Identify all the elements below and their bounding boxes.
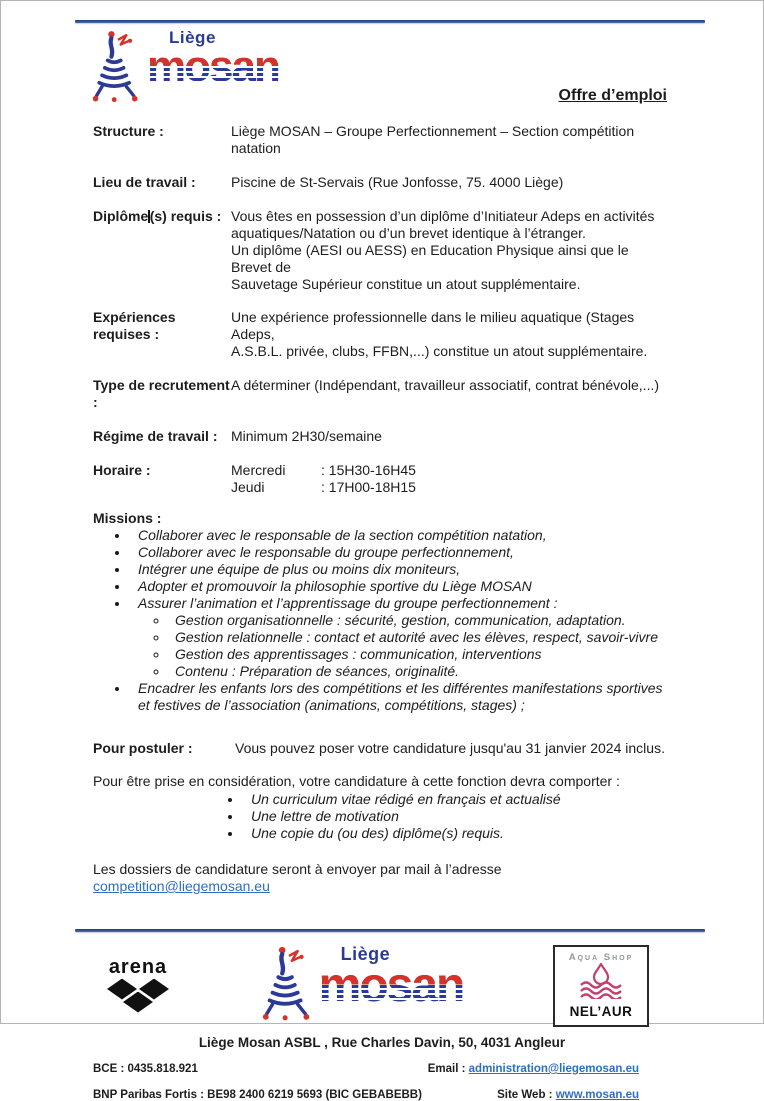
schedule-day: Mercredi: [231, 462, 286, 478]
liege-mosan-logo-footer: [259, 944, 464, 1027]
logo-name-label: mosan: [147, 42, 279, 91]
schedule-row: [231, 462, 671, 479]
field-type-recrutement: [93, 377, 671, 411]
requirement-item: • Une lettre de motivation: [243, 808, 671, 825]
field-label: Régime de travail :: [93, 428, 218, 444]
admin-email-link[interactable]: administration@liegemosan.eu: [468, 1063, 639, 1075]
document-header: [89, 28, 667, 109]
field-label: Diplôme (s) requis :: [93, 208, 222, 224]
arena-logo: [107, 957, 169, 1015]
field-value: Liège MOSAN – Groupe Perfectionnement – Section compétition natation: [231, 123, 635, 156]
missions-title: Missions :: [93, 510, 162, 526]
schedule-time: : 17H00-18H15: [321, 479, 416, 495]
nelaur-logo: [553, 945, 649, 1027]
application-email-link[interactable]: competition@liegemosan.eu: [93, 878, 270, 894]
requirement-item: • Un curriculum vitae rédigé en français et actualisé: [243, 791, 671, 808]
field-experiences-requises: [93, 309, 671, 360]
schedule-day: Jeudi: [231, 479, 265, 495]
website-info: [497, 1089, 671, 1101]
mission-item: • Collaborer avec le responsable de la section compétition natation,: [130, 527, 671, 544]
field-label: Horaire :: [93, 462, 151, 478]
top-divider-line: [75, 20, 705, 23]
application-requirements-intro: Pour être prise en considération, votre candidature à cette fonction devra comporter :: [93, 773, 620, 789]
aquashop-label: Aqua Shop: [568, 951, 634, 963]
email-info: [428, 1063, 671, 1075]
mission-item: • Adopter et promouvoir la philosophie sportive du Liège MOSAN: [130, 578, 671, 595]
field-label: Type de recrutement :: [93, 377, 230, 410]
field-diplomes-requis: [93, 208, 671, 293]
mosan-figure-icon: [89, 28, 145, 109]
mission-sub-item: ◦ Gestion relationnelle : contact et autorité avec les élèves, respect, savoir-vivre: [169, 629, 671, 646]
field-value: Vous êtes en possession d’un diplôme d’Initiateur Adeps en activités aquatiques/Natation ou d’un brevet identique à l’étranger. Un diplôme (AESI ou AESS) en Education Physique ainsi que le Brevet de Sauvetage Supérieur constitue un atout supplémentaire.: [231, 208, 655, 292]
field-lieu-travail: [93, 174, 671, 191]
field-structure: [93, 123, 671, 157]
schedule-time: : 15H30-16H45: [321, 462, 416, 478]
website-label: Site Web :: [497, 1089, 553, 1101]
liege-mosan-logo: [89, 28, 279, 109]
field-regime-travail: [93, 428, 671, 445]
field-label: Lieu de travail :: [93, 174, 196, 190]
field-horaire: [93, 462, 671, 496]
missions-list: [93, 527, 671, 714]
mission-item: • Collaborer avec le responsable du groupe perfectionnement,: [130, 544, 671, 561]
field-value: Minimum 2H30/semaine: [231, 428, 382, 444]
mission-sub-item: ◦ Contenu : Préparation de séances, originalité.: [169, 663, 671, 680]
mosan-figure-icon: [259, 944, 317, 1027]
missions-section: [93, 510, 671, 714]
field-value: A déterminer (Indépendant, travailleur associatif, contrat bénévole,...): [231, 377, 660, 393]
footer-info-row: [93, 1063, 671, 1075]
field-value: Vous pouvez poser votre candidature jusqu'au 31 janvier 2024 inclus.: [235, 740, 665, 756]
field-label: Expériences requises :: [93, 309, 176, 342]
mission-item: • Intégrer une équipe de plus ou moins dix moniteurs,: [130, 561, 671, 578]
logo-city-label: Liège: [340, 944, 391, 964]
partner-logos: [1, 932, 763, 1027]
footer-info-row: [93, 1089, 671, 1101]
arena-logo-label: arena: [108, 955, 168, 978]
bce-number: BCE : 0435.818.921: [93, 1063, 198, 1075]
schedule-table: [231, 462, 671, 496]
arena-diamonds-icon: [107, 979, 169, 1015]
association-address: Liège Mosan ASBL , Rue Charles Davin, 50, 4031 Angleur: [198, 1035, 566, 1050]
field-value: Une expérience professionnelle dans le milieu aquatique (Stages Adeps, A.S.B.L. privée, clubs, FFBN,...) constitue un atout supplémentaire.: [231, 309, 648, 359]
missions-sub-list: [138, 612, 671, 680]
field-pour-postuler: [93, 740, 671, 757]
mission-item: • Assurer l’animation et l’apprentissage du groupe perfectionnement : ◦ Gestion organisationnelle : sécurité, gestion, communication, adaptation. ◦ Gestion relationnelle : contact et autorité avec les élèves, respect, savoir-vivre ◦ Gestion des apprentissages : communication, interventions ◦ Contenu : Préparation de séances, originalité.: [130, 595, 671, 680]
application-requirements-list: [93, 791, 671, 842]
mission-item: • Encadrer les enfants lors des compétitions et les différentes manifestations sportives et festives de l’association (animations, compétitions, stages) ;: [130, 680, 671, 714]
aquashop-drop-waves-icon: [575, 986, 627, 1003]
logo-city-label: Liège: [169, 28, 216, 47]
email-label: Email :: [427, 1063, 466, 1075]
logo-name-label: mosan: [318, 959, 464, 1012]
logo-wordmark: [318, 944, 464, 1012]
field-label: Structure :: [93, 123, 164, 139]
requirement-item: • Une copie du (ou des) diplôme(s) requis.: [243, 825, 671, 842]
bank-account: BNP Paribas Fortis : BE98 2400 6219 5693 (BIC GEBABEBB): [93, 1089, 422, 1101]
website-link[interactable]: www.mosan.eu: [555, 1089, 639, 1101]
mission-sub-item: ◦ Gestion organisationnelle : sécurité, gestion, communication, adaptation.: [169, 612, 671, 629]
schedule-row: [231, 479, 671, 496]
logo-wordmark: [147, 28, 279, 91]
mission-sub-item: ◦ Gestion des apprentissages : communication, interventions: [169, 646, 671, 663]
send-instructions: Les dossiers de candidature seront à envoyer par mail à l’adresse competition@liegemosan.eu: [93, 861, 502, 894]
page-title: Offre d’emploi: [558, 87, 667, 104]
document-body: [93, 123, 671, 895]
field-value: Piscine de St-Servais (Rue Jonfosse, 75. 4000 Liège): [231, 174, 564, 190]
field-label: Pour postuler :: [93, 740, 193, 756]
nelaur-label: NEL’AUR: [569, 1003, 633, 1019]
